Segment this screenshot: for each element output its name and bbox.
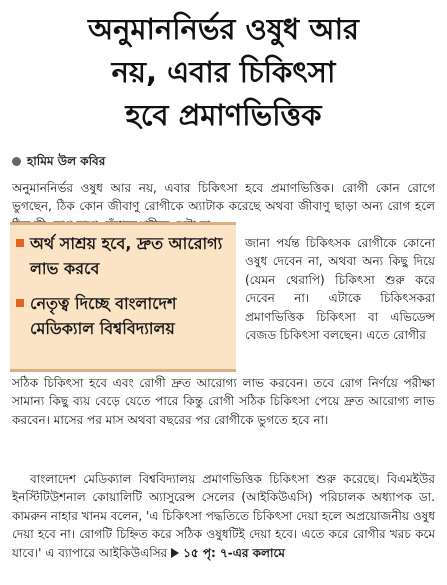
pull-quote-item [16,291,230,341]
article-paragraph-2 [12,470,435,562]
continuation-text: ১৫ পৃ: ৭-এর কলামে [183,545,285,560]
article-paragraph-side: জানা পর্যন্ত চিকিৎসক রোগীকে কোনো ওষুধ দেবেন না, অথবা অন্য কিছু দিয়ে (যেমন থেরাপি) চিকিৎসা শুরু করে দেবেন না। এটাকে চিকিৎসকরা প্রমাণভিত্তিক চিকিৎসা বা এভিডেন্স বেজড চিকিৎসা বলছেন। এতে রোগীর [245,236,435,343]
pull-quote-box [10,222,236,372]
author-name: হামিম উল কবির [27,154,106,168]
article-paragraph-2-text: বাংলাদেশ মেডিক্যাল বিশ্ববিদ্যালয় প্রমাণভিত্তিক চিকিৎসা শুরু করেছে। বিএমইউর ইনস্টিটিউশনাল কোয়ালিটি অ্যাসুরেন্স সেলের (আইকিউএসি) পরিচালক অধ্যাপক ডা. কামরুন নাহার খানম বলেন, 'এ চিকিৎসা পদ্ধতিতে চিকিৎসা দেয়া হলে অপ্রয়োজনীয় ওষুধ দেয়া হবে না। রোগটি চিহ্নিত করে সঠিক ওষুধটিই দেয়া হবে। এতে করে রোগীর খরচ কমে যাবে।' এ ব্যাপারে আইকিউএসির [12,472,435,560]
arrow-right-icon [171,548,179,558]
headline-line-1: অনুমাননির্ভর ওষুধ আর [88,12,359,46]
pull-quote-text: অর্থ সাশ্রয় হবে, দ্রুত আরোগ্য লাভ করবে [30,234,223,278]
square-bullet-icon [16,299,24,307]
byline [12,153,105,173]
byline-bullet-icon [12,157,21,166]
pull-quote-text: নেতৃত্ব দিচ্ছে বাংলাদেশ মেডিক্যাল বিশ্ববিদ্যালয় [30,294,177,338]
headline-line-2: নয়, এবার চিকিৎসা [111,55,336,89]
continuation-note [171,546,285,560]
headline [8,8,439,137]
square-bullet-icon [16,239,24,247]
article-paragraph-1: অনুমাননির্ভর ওষুধ আর নয়, এবার চিকিৎসা হবে প্রমাণভিত্তিক। রোগী কোন রোগে ভুগছেন, ঠিক কোন জীবাণু রোগীকে অ্যাটাক করেছে অথবা জীবাণু ছাড়া অন্য রোগ হলে [12,181,435,214]
article-paragraph-1-continued: সঠিক চিকিৎসা হবে এবং রোগী দ্রুত আরোগ্য লাভ করবেন। তবে রোগ নির্ণয়ে পরীক্ষা সামান্য কিছু ব্যয় বেড়ে যেতে পারে কিন্তু রোগী সঠিক চিকিৎসা পেয়ে দ্রুত আরোগ্য লাভ করবেন। মাসের পর মাস অথবা বছরের পর রোগীকে ভুগতে হবে না। [12,376,435,427]
headline-line-3: হবে প্রমাণভিত্তিক [125,98,322,132]
pull-quote-item [16,231,230,281]
